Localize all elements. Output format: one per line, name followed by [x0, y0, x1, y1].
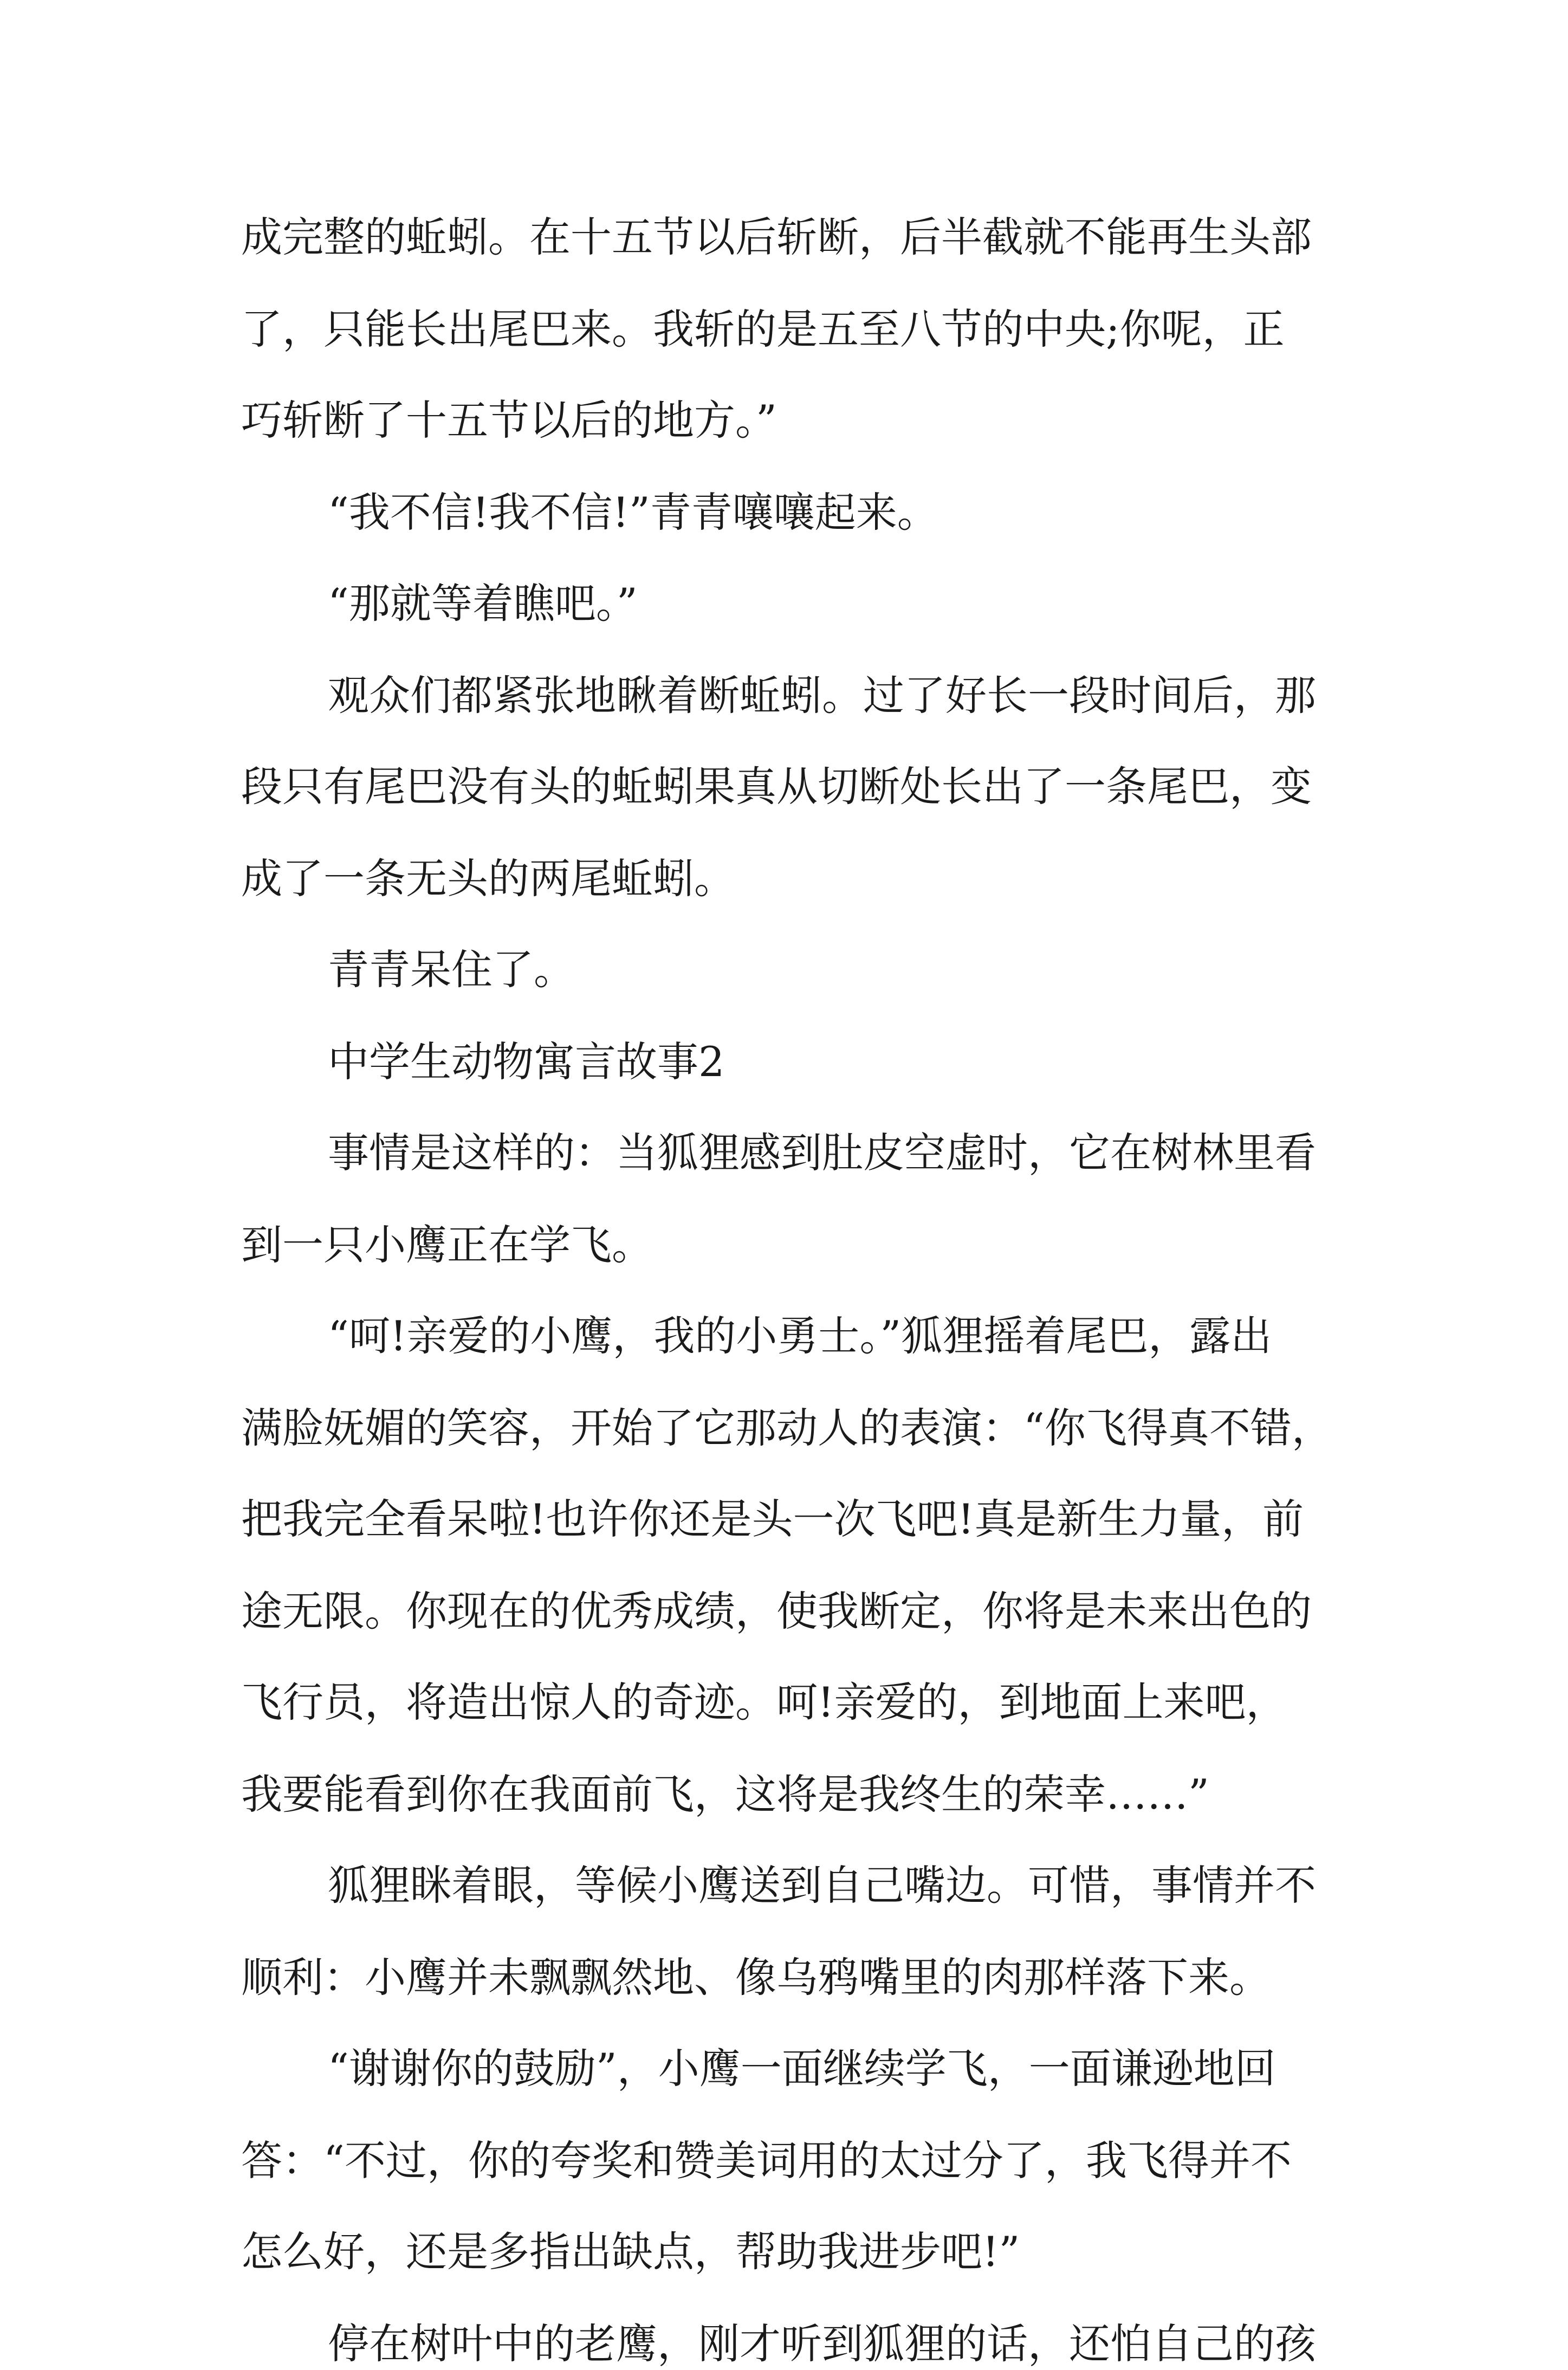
- paragraph-line: 狐狸眯着眼，等候小鹰送到自己嘴边。可惜，事情并不: [328, 1861, 1316, 1909]
- paragraph-line: 把我完全看呆啦!也许你还是头一次飞吧!真是新生力量，前: [241, 1495, 1304, 1543]
- paragraph-line: 满脸妩媚的笑容，开始了它那动人的表演：“你飞得真不错，: [241, 1404, 1333, 1452]
- paragraph-line: 事情是这样的：当狐狸感到肚皮空虚时，它在树林里看: [328, 1129, 1316, 1177]
- paragraph-line: 停在树叶中的老鹰，刚才听到狐狸的话，还怕自己的孩: [328, 2320, 1316, 2368]
- paragraph-line: 到一只小鹰正在学飞。: [241, 1221, 653, 1269]
- paragraph-line: “我不信!我不信!”青青嚷嚷起来。: [328, 488, 938, 536]
- paragraph-line: 成了一条无头的两尾蚯蚓。: [241, 854, 735, 903]
- paragraph-line: 成完整的蚯蚓。在十五节以后斩断，后半截就不能再生头部: [241, 213, 1312, 261]
- paragraph-line: 怎么好，还是多指出缺点，帮助我进步吧!”: [241, 2227, 1020, 2276]
- paragraph-line: 飞行员，将造出惊人的奇迹。呵!亲爱的，到地面上来吧，: [241, 1678, 1287, 1726]
- paragraph-line: 青青呆住了。: [328, 946, 575, 994]
- paragraph-line: 顺利：小鹰并未飘飘然地、像乌鸦嘴里的肉那样落下来。: [241, 1953, 1271, 2002]
- paragraph-line: 观众们都紧张地瞅着断蚯蚓。过了好长一段时间后，那: [328, 671, 1316, 720]
- paragraph-line: 段只有尾巴没有头的蚯蚓果真从切断处长出了一条尾巴，变: [241, 762, 1312, 811]
- paragraph-line: 巧斩断了十五节以后的地方。”: [241, 396, 777, 444]
- paragraph-line: “谢谢你的鼓励”，小鹰一面继续学飞，一面谦逊地回: [328, 2044, 1276, 2093]
- paragraph-line: “那就等着瞧吧。”: [328, 579, 638, 627]
- paragraph-line: 答：“不过，你的夸奖和赞美词用的太过分了，我飞得并不: [241, 2136, 1292, 2185]
- paragraph-line: 我要能看到你在我面前飞，这将是我终生的荣幸……”: [241, 1770, 1209, 1818]
- paragraph-line: 途无限。你现在的优秀成绩，使我断定，你将是未来出色的: [241, 1587, 1312, 1635]
- section-heading: 中学生动物寓言故事2: [328, 1038, 725, 1086]
- paragraph-line: “呵!亲爱的小鹰，我的小勇士。”狐狸摇着尾巴，露出: [328, 1312, 1272, 1360]
- paragraph-line: 了，只能长出尾巴来。我斩的是五至八节的中央;你呢，正: [241, 305, 1285, 353]
